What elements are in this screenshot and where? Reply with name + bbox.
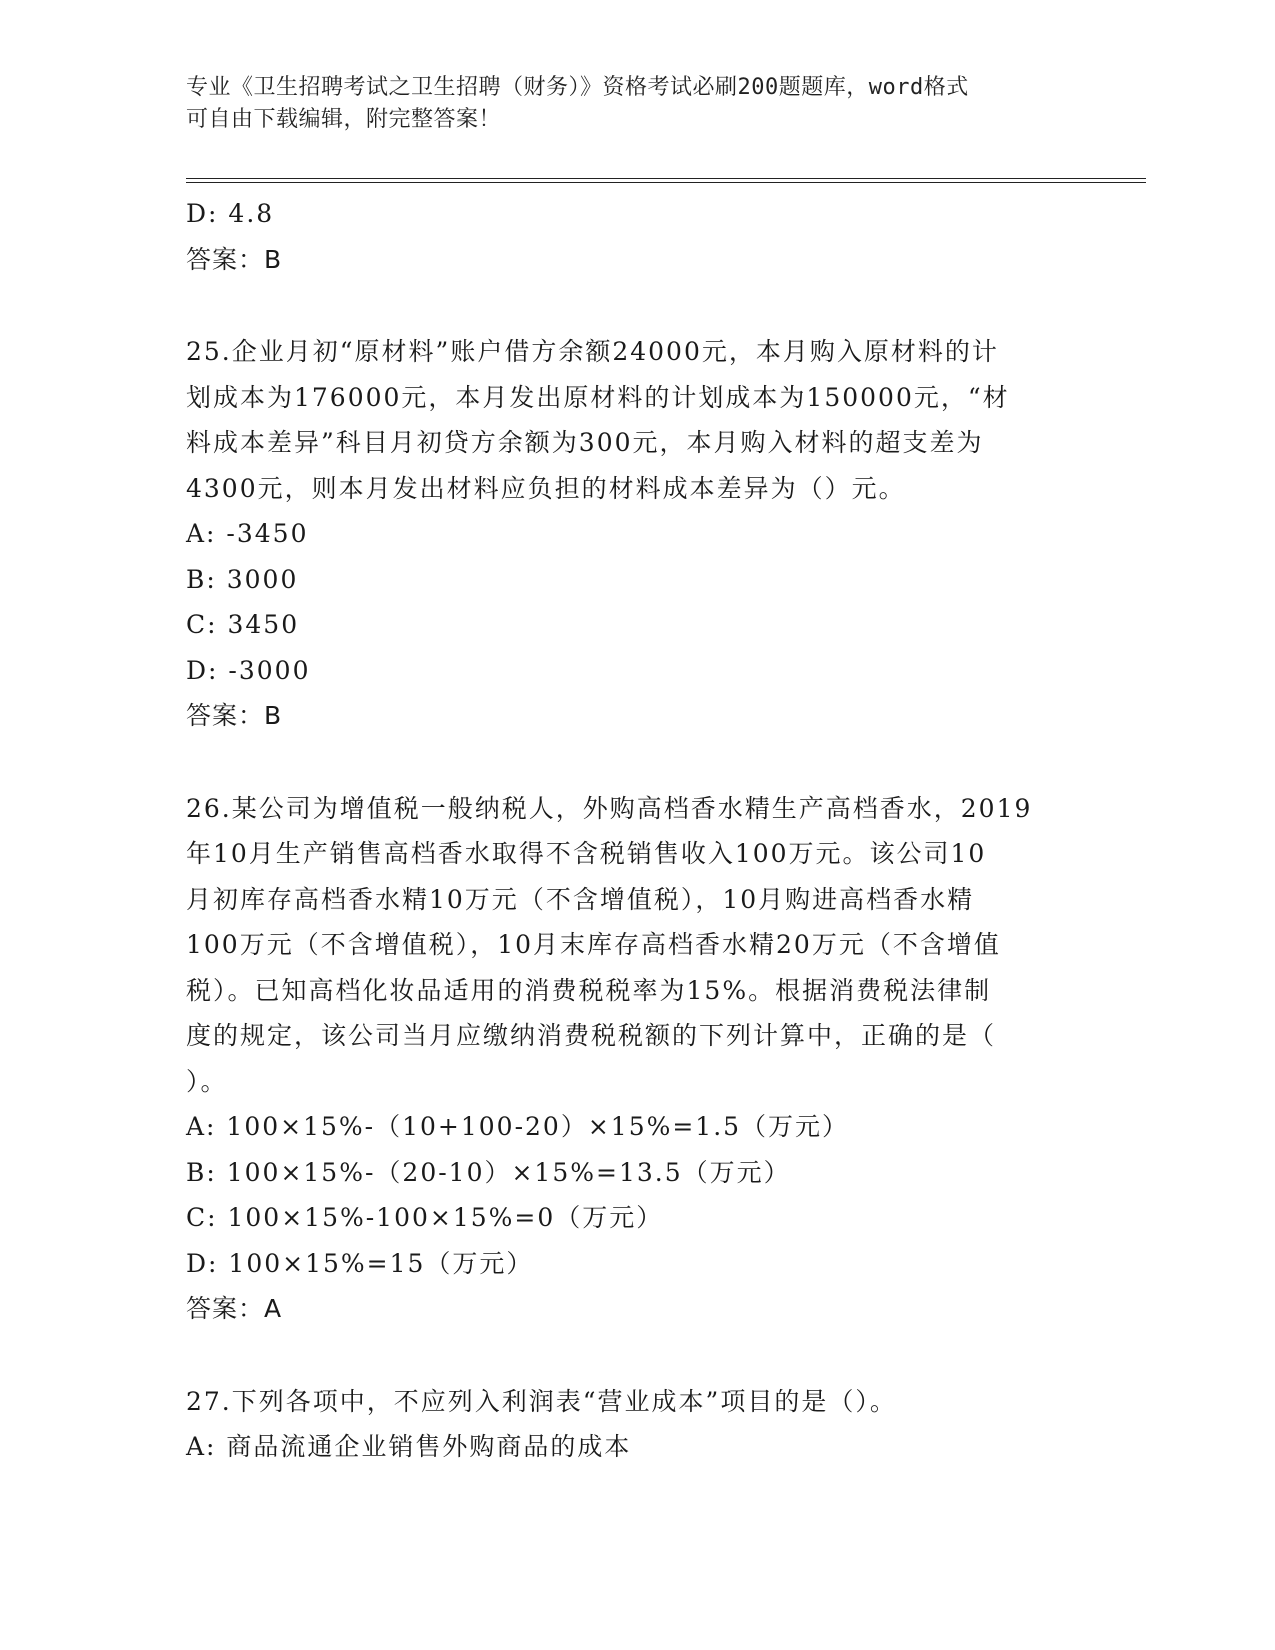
- question-26: [186, 786, 1066, 1332]
- question-text-line: 26.某公司为增值税一般纳税人，外购高档香水精生产高档香水，2019: [186, 793, 1033, 823]
- question-text-line: ）。: [186, 1066, 228, 1096]
- option-c: C: 3450: [186, 610, 300, 639]
- option-d: D: 4.8: [186, 199, 275, 228]
- question-27: [186, 1379, 1066, 1470]
- header-line-1: 专业《卫生招聘考试之卫生招聘（财务）》资格考试必刷200题题库，word格式: [186, 75, 969, 100]
- option-d: D: 100×15%=15（万元）: [186, 1248, 534, 1278]
- option-a: A: 商品流通企业销售外购商品的成本: [186, 1432, 632, 1461]
- question-text-line: 年10月生产销售高档香水取得不含税销售收入100万元。该公司10: [186, 839, 987, 868]
- option-a: A: -3450: [186, 519, 309, 548]
- question-text-line: 度的规定，该公司当月应缴纳消费税税额的下列计算中，正确的是（: [186, 1021, 997, 1050]
- option-c: C: 100×15%-100×15%=0（万元）: [186, 1203, 664, 1232]
- header-line-2: 可自由下载编辑，附完整答案！: [186, 107, 502, 132]
- question-text-line: 料成本差异”科目月初贷方余额为300元，本月购入材料的超支差为: [186, 428, 984, 457]
- question-text-line: 税）。已知高档化妆品适用的消费税税率为15%。根据消费税法律制: [186, 975, 992, 1005]
- option-b: B: 3000: [186, 564, 299, 594]
- question-text-line: 月初库存高档香水精10万元（不含增值税），10月购进高档香水精: [186, 884, 975, 914]
- question-text-line: 27.下列各项中，不应列入利润表“营业成本”项目的是（）。: [186, 1386, 897, 1416]
- option-d: D: -3000: [186, 655, 311, 685]
- question-text-line: 4300元，则本月发出材料应负担的材料成本差异为（）元。: [186, 473, 906, 503]
- answer: 答案：B: [186, 244, 283, 274]
- answer: 答案：B: [186, 701, 283, 730]
- answer: 答案：A: [186, 1294, 283, 1323]
- header-divider-top: [186, 178, 1146, 179]
- question-25: [186, 329, 1066, 739]
- document-header: [186, 72, 1086, 136]
- document-body: [186, 191, 1066, 1470]
- option-b: B: 100×15%-（20-10）×15%=13.5（万元）: [186, 1157, 791, 1187]
- question-text-line: 100万元（不含增值税），10月末库存高档香水精20万元（不含增值: [186, 930, 1001, 959]
- question-text-line: 25.企业月初“原材料”账户借方余额24000元，本月购入原材料的计: [186, 337, 999, 366]
- header-divider-bottom: [186, 182, 1146, 183]
- question-text-line: 划成本为176000元，本月发出原材料的计划成本为150000元，“材: [186, 382, 1010, 412]
- option-a: A: 100×15%-（10+100-20）×15%=1.5（万元）: [186, 1112, 850, 1141]
